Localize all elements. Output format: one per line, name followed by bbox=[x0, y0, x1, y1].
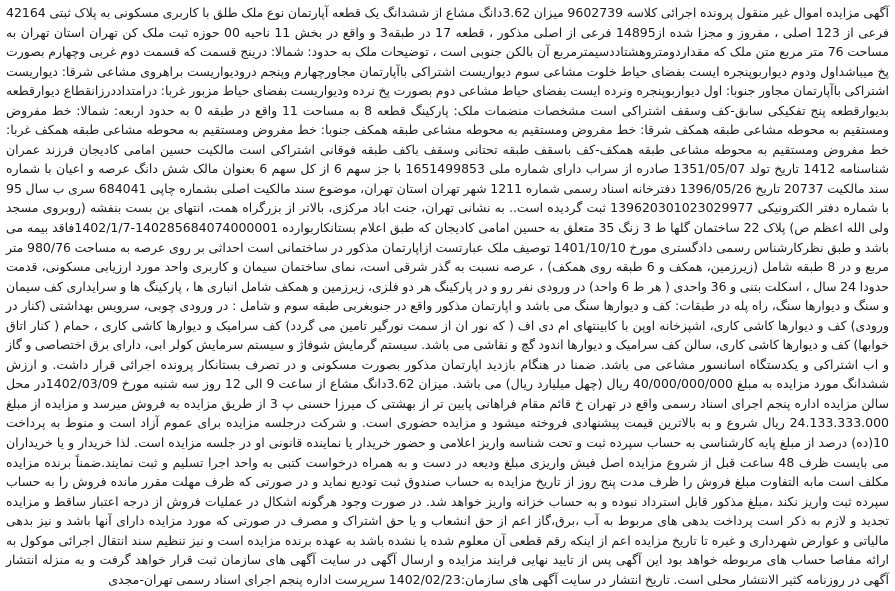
auction-notice-text: آگهی مزایده اموال غیر منقول پرونده اجرائی کلاسه 9602739 میزان 3.62دانگ مشاع از ششدانگ یک قطعه آپارتمان نوع ملک طلق با کاربری مسکونی به پلاک ثبتی 42164 فرعی از 123 اصلی ، مفروز و مجزا شده از14895 فرعی از اصلی مذکور ، قطعه 17 در طبقه3 و واقع در بخش 11 ناحیه 00 حوزه ثبت ملک کن تهران استان تهران به مساحت 76 متر مربع متن ملک که مقداردومتروهشتاددسیمترمربع آن بالکن جنوبی است ، توضیحات ملک به حدود: شمالا: درینج قسمت که قسمت دوم غربی وچهارم بصورت پخ میباشداول ودوم دیواربوپنجره ایست بفضای حیاط خلوت مشاعی سوم دیواریست اشتراکی باآپارتمان مجاورچهارم وپنجم درودیواریست براهروی مشاعی شرقا: دیواریست اشتراکی باآپارتمان مجاور جنوبا: اول دیواربوپنجره ونرده ایست بفضای حیاط مشاعی دوم بصورت پخ نرده ودیواریست بفضای حیاط مزبور غربا: درامتداددرزانقطاع دیوارقطعه بدیوارقطعه پنج تفکیکی سابق-کف وسقف اشتراکی است مشخصات منضمات ملک: پارکینگ قطعه 8 به مساحت 11 واقع در طبقه 0 به حدود اربعه: شمالا: خط مفروض ومستقیم به محوطه مشاعی طبقه همکف شرقا: خط مفروض ومستقیم به محوطه مشاعی طبقه همکف جنوبا: خط مفروض ومستقیم به محوطه مشاعی طبقه همکف غربا: خط مفروض ومستقیم به محوطه مشاعی طبقه همکف-کف باسقف طبقه تحتانی وسقف باکف طبقه فوقانی اشتراکی است مالکیت حسین امامی کادیجان فرزند عمران شناسنامه 1412 تاریخ تولد 1351/05/07 صادره از سراب دارای شماره ملی 1651499853 با جز سهم 6 از کل سهم 6 بعنوان مالک شش دانگ عرصه و اعیان با شماره سند مالکیت 20737 تاریخ 1396/05/26 دفترخانه اسناد رسمی شماره 1211 شهر تهران استان تهران، موضوع سند مالکیت اصلی بشماره چاپی 684041 سری ب سال 95 با شماره دفتر الکترونیکی 139620301023029977 ثبت گردیده است.. به نشانی تهران، جنت اباد مرکزی، بالاتر از بزرگراه همت، انتهای بن بست بنفشه (روبروی مسجد ولی الله اعظم ص) پلاک 22 ساختمان گلها ط 3 زنگ 35 متعلق به حسین امامی کادیجان که طبق اعلام بستانکاربوارده 140285684074000001-1402/1/7فاقد بیمه می باشد و طبق نظرکارشناس رسمی دادگستری مورخ 1401/10/10 توصیف ملک عبارتست ازاپارتمان مذکور در ساختمانی است احداثی بر روی عرصه به مساحت 980/76 متر مربع و در 8 طبقه شامل (زیرزمین، همکف و 6 طبقه روی همکف) ، عرصه نسبت به گذر شرقی است، نمای ساختمان سیمان و کاربری واحد مورد ارزیابی مسکونی، قدمت حدودا 24 سال ، اسکلت بتنی و 36 واحدی ( هر ط 6 واحد) در ورودی نفر رو و در پارکینگ هر دو فلزی، زیرزمین و همکف شامل انباری ها ، پارکینگ ها و سرایداری کف سیمان و سنگ و دیوارها سنگ، راه پله در طبقات: کف و دیوارها سنگ می باشد و اپارتمان مذکور واقع در جنوبغربی طبقه سوم و شامل : در ورودی چوبی، سرویس بهداشتی (کنار در ورودی) کف و دیوارها کاشی کاری، اشپزخانه اوپن با کابینتهای ام دی اف ( که نور ان از سمت نورگیر تامین می گردد) کف سرامیک و دیوارها کاشی کاری ، حمام ( کنار اتاق خوابها) کف و دیوارها کاشی کاری، سالن کف سرامیک و دیوارها اندود گچ و نقاشی می باشد. سیستم گرمایش شوفاژ و سیستم سرمایش کولر ابی، دارای برق اختصاصی و گاز و اب اشتراکی و یکدستگاه اسانسور مشاعی می باشد. ضمنا در هنگام بازدید اپارتمان مذکور بصورت مسکونی و در تصرف بستانکار پرونده اجرائی قرار داشت. و ارزش ششدانگ مورد مزایده به مبلغ 40/000/000/000 ریال (چهل میلیارد ریال) می باشد. میزان 3.62دانگ مشاع از ساعت 9 الی 12 روز سه شنبه مورخ 1402/03/09در محل سالن مزایده اداره پنجم اجرای اسناد رسمی واقع در تهران خ قائم مقام فراهانی پایین تر از بهشتی ک میرزا حسنی پ 3 از طریق مزایده به فروش میرسد و مزایده از مبلغ 24.133.333.000 ریال شروع و به بالاترین قیمت پیشنهادی فروخته میشود و مزایده حضوری است. و شرکت درجلسه مزایده برای عموم آزاد است و منوط به پرداخت 10(ده) درصد از مبلغ پایه کارشناسی به حساب سپرده ثبت و تحت شناسه واریز اعلامی و حضور خریدار یا نماینده قانونی او در جلسه مزایده است. لذا خریدار و یا خریداران می بایست ظرف 48 ساعت قبل از شروع مزایده اصل فیش واریزی مبلغ ودیعه در دست و به همراه درخواست کتبی به واحد اجرا تسلیم و ثبت نمایند.ضمناً برنده مزایده مکلف است مابه التفاوت مبلغ فروش را ظرف مدت پنج روز از تاریخ مزایده به حساب صندوق ثبت تودیع نماید و در صورتی که ظرف مهلت مقرر مانده فروش را به حساب سپرده ثبت واریز نکند ،مبلغ مذکور قابل استرداد نبوده و به حساب خزانه واریز خواهد شد. در صورت وجود هرگونه اشکال در عملیات فروش از درجه اعتبار ساقط و مزایده تجدید و لازم به ذکر است پرداخت بدهی های مربوط به آب ،برق،گاز اعم از حق انشعاب و یا حق اشتراک و مصرف در صورتی که مورد مزایده دارای آنها باشد و نیز بدهی مالیاتی و عوارض شهرداری و غیره تا تاریخ مزایده اعم از اینکه رقم قطعی آن معلوم شده یا نشده باشد به عهده برنده مزایده است و نیز تنظیم سند انتقال اجرائی موکول به ارائه مفاصا حساب های مربوطه خواهد بود این آگهی پس از تایید نهایی فرایند مزایده و ارسال آگهی در سایت آگهی های سازمان ثبت قرار خواهد گرفت و به منزله انتشار آگهی در روزنامه کثیر الانتشار محلی است. تاریخ انتشار در سایت آگهی های سازمان:1402/02/23 سرپرست اداره پنجم اجرای اسناد رسمی تهران-مجدی bbox=[6, 5, 890, 587]
